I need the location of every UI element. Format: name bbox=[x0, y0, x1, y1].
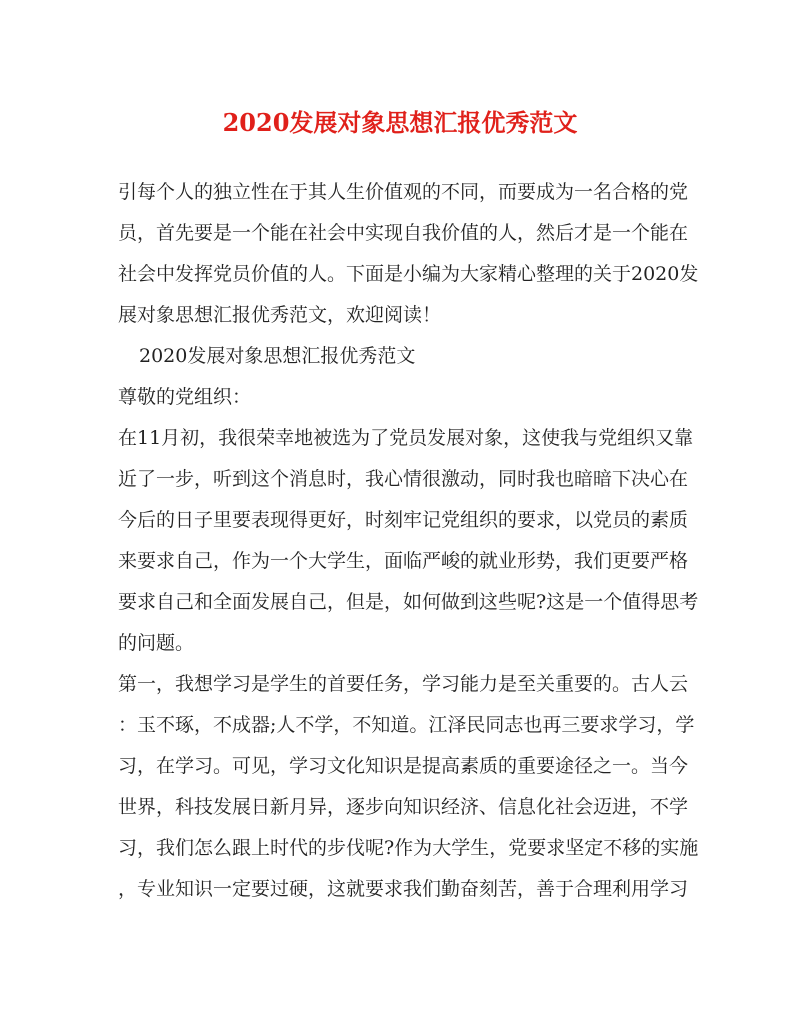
document-body bbox=[118, 172, 699, 910]
paragraph-line: 习，我们怎么跟上时代的步伐呢?作为大学生，党要求坚定不移的实施 bbox=[118, 837, 699, 859]
subtitle-line: 2020发展对象思想汇报优秀范文 bbox=[139, 345, 416, 367]
paragraph-line: 展对象思想汇报优秀范文，欢迎阅读！ bbox=[118, 304, 442, 326]
document-title: 2020发展对象思想汇报优秀范文 bbox=[222, 108, 578, 137]
paragraph-line: 在11月初，我很荣幸地被选为了党员发展对象，这使我与党组织又靠 bbox=[118, 427, 694, 449]
paragraph-line: 来要求自己，作为一个大学生，面临严峻的就业形势，我们更要严格 bbox=[118, 550, 689, 572]
paragraph-line: 世界，科技发展日新月异，逐步向知识经济、信息化社会迈进，不学 bbox=[118, 796, 689, 818]
paragraph-line: 的问题。 bbox=[118, 632, 195, 654]
salutation-line: 尊敬的党组织： bbox=[118, 386, 252, 408]
paragraph-line: 习，在学习。可见，学习文化知识是提高素质的重要途径之一。当今 bbox=[118, 755, 689, 777]
paragraph-line: ：玉不琢，不成器;人不学，不知道。江泽民同志也再三要求学习，学 bbox=[118, 714, 695, 736]
paragraph-line: 近了一步，听到这个消息时，我心情很激动，同时我也暗暗下决心在 bbox=[118, 468, 689, 490]
paragraph-line: 今后的日子里要表现得更好，时刻牢记党组织的要求，以党员的素质 bbox=[118, 509, 689, 531]
paragraph-line: 第一，我想学习是学生的首要任务，学习能力是至关重要的。古人云 bbox=[118, 673, 689, 695]
paragraph-line: 引每个人的独立性在于其人生价值观的不同，而要成为一名合格的党 bbox=[118, 181, 689, 203]
paragraph-line: 要求自己和全面发展自己，但是，如何做到这些呢?这是一个值得思考 bbox=[118, 591, 699, 613]
paragraph-line: 员，首先要是一个能在社会中实现自我价值的人，然后才是一个能在 bbox=[118, 222, 689, 244]
paragraph-line: ，专业知识一定要过硬，这就要求我们勤奋刻苦，善于合理利用学习 bbox=[118, 878, 689, 900]
paragraph-line: 社会中发挥党员价值的人。下面是小编为大家精心整理的关于2020发 bbox=[118, 263, 699, 285]
